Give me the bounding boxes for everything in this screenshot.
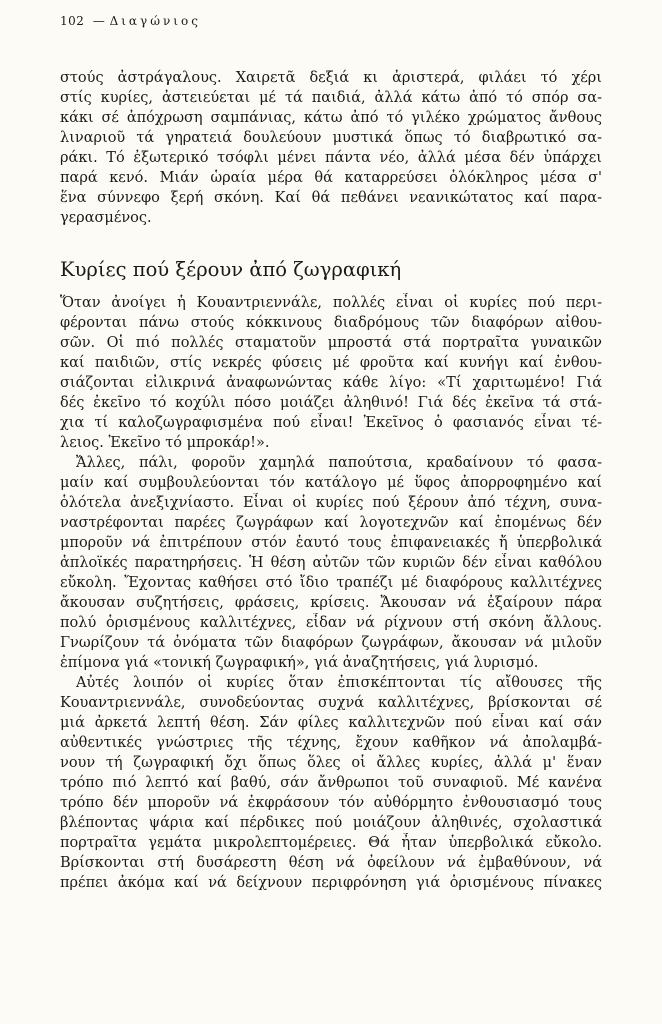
text-line: Ἄλλες, πάλι, φοροῦν χαμηλά παπούτσια, κραδαίνουν τό φασα- [76, 455, 602, 471]
text-line: παρά κενό. Μιάν ὡραία μέρα θά καταρρεύσει ὁλόκληρος μέσα σ' [60, 170, 602, 186]
text-line: Κουαντριεννάλε, συνοδεύοντας συχνά καλλιτέχνες, βρίσκονται σέ [60, 695, 602, 711]
text-line: νουν τή ζωγραφική ὄχι ὅπως ὅλες οἱ ἄλλες κυρίες, ἀλλά μ' ἕναν [60, 755, 602, 771]
text-line: ἕνα σύννεφο ξερή σκόνη. Καί θά πεθάνει νεανικώτατος καί παρα- [60, 190, 602, 206]
running-title: Διαγώνιος [109, 14, 201, 28]
text-line: πρέπει ἀκόμα καί νά δείχνουν περιφρόνηση γιά ὁρισμένους πίνακες [60, 875, 602, 891]
text-line: ἄκουσαν συζητήσεις, φράσεις, κρίσεις. Ἄκουσαν νά ἐξαίρουν πάρα [60, 595, 602, 611]
text-line: πορτραῖτα γεμάτα μικρολεπτομέρειες. Θά ἦταν ὑπερβολικά εὔκολο. [60, 835, 602, 851]
page-number: 102 [60, 14, 85, 28]
text-line: δές ἐκεῖνο τό κοχύλι πόσο μοιάζει ἀληθινό! Γιά δές ἐκεῖνα τά στά- [60, 395, 602, 411]
text-line: Γνωρίζουν τά ὀνόματα τῶν διαφόρων ζωγράφων, ἄκουσαν νά μιλοῦν [60, 635, 602, 651]
text-line: λιναριοῦ τά γηρατειά δουλεύουν μυστικά ὅπως τό διαβρωτικό σα- [60, 130, 602, 146]
body-text [60, 293, 602, 893]
text-line: βλέποντας ψάρια καί πέρδικες πού μοιάζουν ἀληθινές, σχολαστικά [60, 815, 602, 831]
text-line: χια τί καλοζωγραφισμένα πού εἶναι! Ἐκεῖνος ὁ φασιανός εἶναι τέ- [60, 415, 602, 431]
intro-paragraph [60, 68, 602, 228]
text-line: μιά ἀρκετά λεπτή θέση. Σάν φίλες καλλιτεχνῶν πού εἶναι καί σάν [60, 715, 602, 731]
text-line: Αὐτές λοιπόν οἱ κυρίες ὅταν ἐπισκέπτονται τίς αἴθουσες τῆς [76, 675, 602, 691]
section-heading: Κυρίες πού ξέρουν ἀπό ζωγραφική [60, 258, 402, 281]
text-line: Βρίσκονται στή δυσάρεστη θέση νά ὀφείλουν νά ἐμβαθύνουν, νά [60, 855, 602, 871]
text-line: ναστρέφονται παρέες ζωγράφων καί λογοτεχνῶν καί ἑπομένως δέν [60, 515, 602, 531]
text-line: Ὅταν ἀνοίγει ἡ Κουαντριεννάλε, πολλές εἶναι οἱ κυρίες πού περι- [60, 295, 602, 311]
running-head [60, 14, 201, 28]
text-line: λειος. Ἐκεῖνο τό μπροκάρ!». [60, 435, 270, 451]
text-line: μαίν καί συμβουλεύονται τόν κατάλογο μέ ὕφος ἀπορροφημένο καί [60, 475, 602, 491]
text-line: ἐπίμονα γιά «τονική ζωγραφική», γιά ἀναζητήσεις, γιά λυρισμό. [60, 655, 539, 671]
text-line: γερασμένος. [60, 210, 152, 226]
text-line: ράκι. Τό ἐξωτερικό τσόφλι μένει πάντα νέο, ἀλλά μέσα δέν ὑπάρχει [60, 150, 602, 166]
text-line: πολύ ὁρισμένους καλλιτέχνες, εἶδαν νά ρίχνουν στή σκόνη ἄλλους. [60, 615, 602, 631]
text-line: φέρονται πάνω στούς κόκκινους διαδρόμους τῶν διαφόρων αἰθου- [60, 315, 602, 331]
text-line: καί παιδιῶν, στίς νεκρές φύσεις μέ φροῦτα καί κυνήγι καί ἐνθου- [60, 355, 602, 371]
text-line: στούς ἀστράγαλους. Χαιρετᾶ δεξιά κι ἀριστερά, φιλάει τό χέρι [60, 70, 602, 86]
text-line: σῶν. Οἱ πιό πολλές σταματοῦν μπροστά στά πορτραῖτα γυναικῶν [60, 335, 602, 351]
text-line: μποροῦν νά ἐπιτρέπουν στόν ἑαυτό τους ἐπιφανειακές ἤ ὑπερβολικά [60, 535, 602, 551]
text-line: σιάζονται εἰλικρινά ἀναφωνώντας κάθε λίγο: «Τί χαριτωμένο! Γιά [60, 375, 602, 391]
text-line: εὔκολη. Ἔχοντας καθήσει στό ἴδιο τραπέζι μέ διαφόρους καλλιτέχνες [60, 575, 602, 591]
text-line: ὁλότελα ἀνεξιχνίαστο. Εἶναι οἱ κυρίες πού ξέρουν ἀπό τέχνη, συνα- [60, 495, 602, 511]
text-line: ἁπλοϊκές παρατηρήσεις. Ἡ θέση αὐτῶν τῶν κυριῶν δέν εἶναι καθόλου [60, 555, 602, 571]
text-line: τρόπο δέν μποροῦν νά ἐκφράσουν τόν αὐθόρμητο ἐνθουσιασμό τους [60, 795, 602, 811]
header-separator: — [92, 14, 106, 28]
text-line: αὐθεντικές γνώστριες τῆς τέχνης, ἔχουν καθῆκον νά ἀπολαμβά- [60, 735, 602, 751]
text-line: τρόπο πιό λεπτό καί βαθύ, σάν ἄνθρωποι τοῦ συναφιοῦ. Μέ κανένα [60, 775, 602, 791]
text-line: στίς κυρίες, ἀστειεύεται μέ τά παιδιά, ἀλλά κάτω ἀπό τό σπόρ σα- [60, 90, 602, 106]
text-line: κάκι σέ ἀπόχρωση σαμπάνιας, κάτω ἀπό τό γιλέκο χρώματος ἄνθους [60, 110, 602, 126]
